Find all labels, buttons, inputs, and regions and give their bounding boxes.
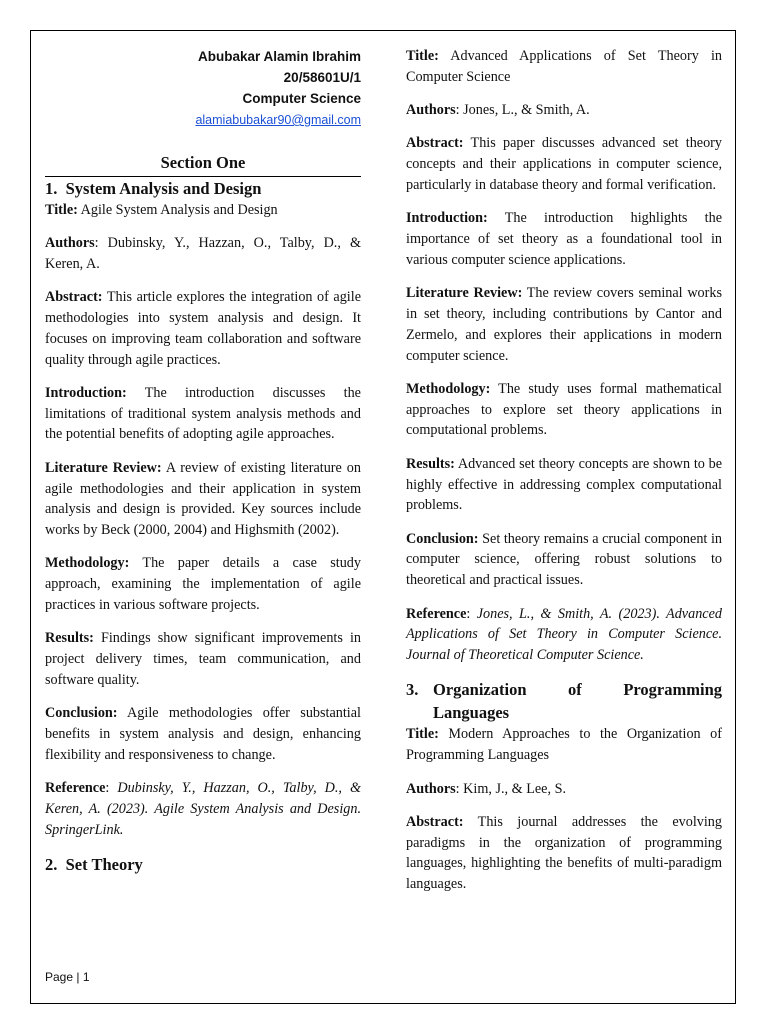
section-heading: Section One bbox=[45, 153, 361, 177]
entry-abstract: Abstract: This paper discusses advanced set theory concepts and their applications in computer science, particularly in database theory and formal verification. bbox=[406, 135, 722, 193]
page-label: Page bbox=[45, 970, 74, 984]
entry-authors: Authors: Jones, L., & Smith, A. bbox=[406, 102, 590, 119]
entry-reference: Reference: Dubinsky, Y., Hazzan, O., Talby, D., & Keren, A. (2023). Agile System Analysis and Design. SpringerLink. bbox=[45, 780, 361, 838]
entry-introduction: Introduction: The introduction discusses the limitations of traditional system analysis methods and the potential benefits of adopting agile approaches. bbox=[45, 384, 361, 443]
topic-heading-system-analysis: 1. System Analysis and Design bbox=[45, 178, 262, 198]
entry-literature-review: Literature Review: A review of existing literature on agile methodologies and their application in system analysis and design is provided. Key sources include works by Beck (2000, 2004) and Highsmith (2002). bbox=[45, 459, 361, 539]
topic-heading-set-theory: 2. Set Theory bbox=[45, 855, 143, 875]
entry-title: Title: Advanced Applications of Set Theory in Computer Science bbox=[406, 48, 722, 85]
entry-results: Results: Findings show significant improvements in project delivery times, team communication, and software quality. bbox=[45, 630, 362, 688]
entry-conclusion: Conclusion: Agile methodologies offer substantial benefits in system analysis and design, enhancing flexibility and responsiveness to change. bbox=[45, 705, 361, 763]
entry-results: Results: Advanced set theory concepts are shown to be highly effective in addressing complex computational problems. bbox=[406, 455, 722, 514]
entry-title: Title: Modern Approaches to the Organization of Programming Languages bbox=[406, 726, 722, 764]
entry-abstract: Abstract: This article explores the integration of agile methodologies into system analysis and design. It focuses on improving team collaboration and software quality through agile practices. bbox=[45, 289, 361, 368]
entry-authors: Authors: Dubinsky, Y., Hazzan, O., Talby, D., & Keren, A. bbox=[45, 235, 361, 272]
department: Computer Science bbox=[242, 91, 361, 106]
entry-literature-review: Literature Review: The review covers seminal works in set theory, including contributions by Cantor and Zermelo, and explores their applications in modern computer science. bbox=[406, 285, 722, 364]
right-column bbox=[406, 46, 722, 908]
entry-methodology: Methodology: The paper details a case study approach, examining the implementation of agile practices in various software projects. bbox=[45, 555, 361, 614]
author-header bbox=[45, 46, 361, 131]
entry-conclusion: Conclusion: Set theory remains a crucial component in computer science, offering robust solutions to theoretical and practical issues. bbox=[406, 530, 722, 589]
page-separator: | bbox=[76, 970, 80, 984]
student-id: 20/58601U/1 bbox=[283, 70, 361, 85]
entry-authors: Authors: Kim, J., & Lee, S. bbox=[406, 780, 567, 797]
topic-heading-programming-languages: 3. Organization of Programming Languages bbox=[406, 680, 722, 723]
left-column bbox=[45, 46, 361, 876]
entry-abstract: Abstract: This journal addresses the evolving paradigms in the organization of programming languages, highlighting the benefits of multi-paradigm languages. bbox=[406, 813, 722, 893]
entry-title: Title: Agile System Analysis and Design bbox=[45, 201, 278, 218]
email-link[interactable]: alamiabubakar90@gmail.com bbox=[195, 113, 361, 127]
page-footer bbox=[45, 970, 90, 984]
page-number: 1 bbox=[82, 970, 90, 984]
author-name: Abubakar Alamin Ibrahim bbox=[197, 49, 361, 64]
entry-reference: Reference: Jones, L., & Smith, A. (2023). Advanced Applications of Set Theory in Computer Science. Journal of Theoretical Computer Science. bbox=[406, 605, 722, 664]
entry-methodology: Methodology: The study uses formal mathematical approaches to explore set theory applications in computational problems. bbox=[406, 380, 722, 439]
entry-introduction: Introduction: The introduction highlights the importance of set theory as a foundational tool in various computer science applications. bbox=[406, 210, 722, 268]
